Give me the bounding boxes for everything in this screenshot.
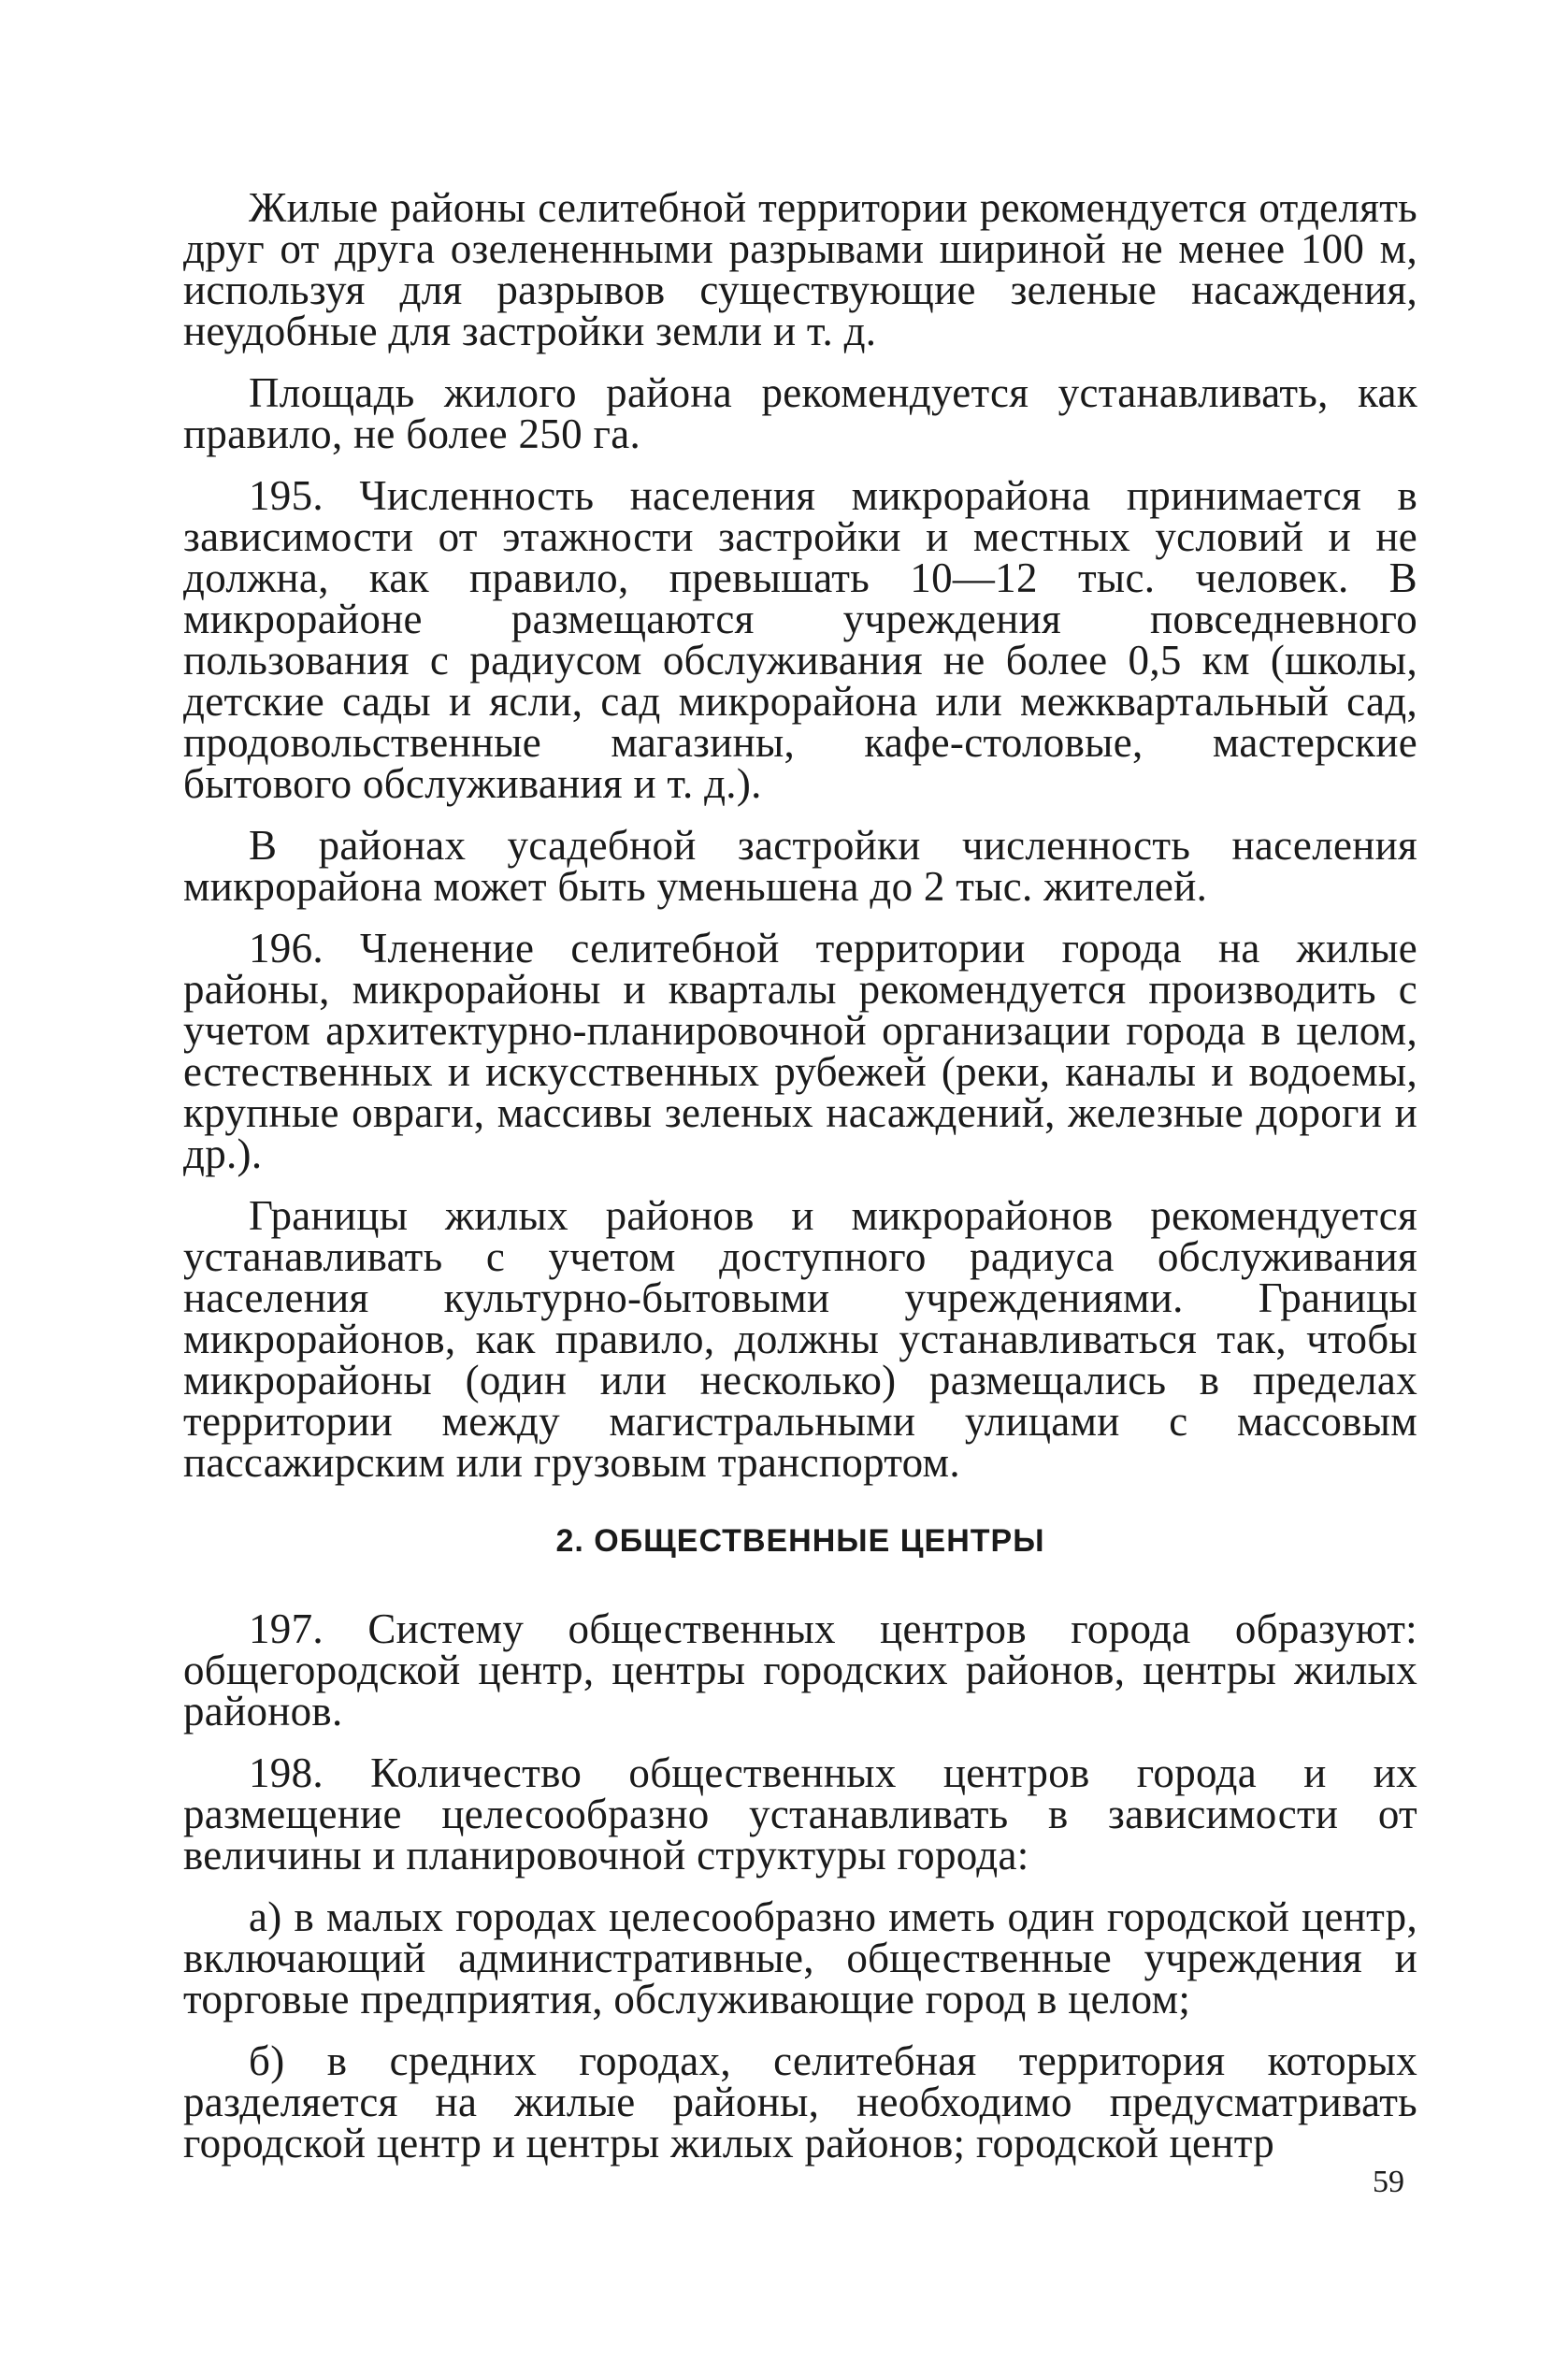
list-item-a: а) в малых городах целесообразно иметь один городской центр, включающий административные, общественные учреждения и торговые предприятия, обслуживающие город в целом; bbox=[183, 1893, 1417, 2022]
page-body bbox=[183, 184, 1417, 2184]
page-number: 59 bbox=[1373, 2165, 1404, 2199]
paragraph-estate-development: В районах усадебной застройки численность населения микрорайона может быть уменьшена до 2 тыс. жителей. bbox=[183, 822, 1417, 910]
paragraph-195: 195. Численность населения микрорайона принимается в зависимости от этажности застройки и местных условий и не должна, как правило, превышать 10—12 тыс. человек. В микрорайоне размещаются учреждения повседневного пользования с радиусом обслуживания не более 0,5 км (школы, детские сады и ясли, сад микрорайона или межквартальный сад, продовольственные магазины, кафе-столовые, мастерские бытового обслуживания и т. д.). bbox=[183, 472, 1417, 807]
paragraph-residential-gaps: Жилые районы селитебной территории рекомендуется отделять друг от друга озелененными разрывами шириной не менее 100 м, используя для разрывов существующие зеленые насаждения, неудобные для застройки земли и т. д. bbox=[183, 184, 1417, 354]
list-item-b: б) в средних городах, селитебная территория которых разделяется на жилые районы, необходимо предусматривать городской центр и центры жилых районов; городской центр bbox=[183, 2037, 1417, 2166]
section-heading: 2. ОБЩЕСТВЕННЫЕ ЦЕНТРЫ bbox=[555, 1523, 1045, 1559]
paragraph-boundaries: Границы жилых районов и микрорайонов рекомендуется устанавливать с учетом доступного радиуса обслуживания населения культурно-бытовыми учреждениями. Границы микрорайонов, как правило, должны устанавливаться так, чтобы микрорайоны (один или несколько) размещались в пределах территории между магистральными улицами с массовым пассажирским или грузовым транспортом. bbox=[183, 1192, 1417, 1486]
paragraph-196: 196. Членение селитебной территории города на жилые районы, микрорайоны и кварталы рекомендуется производить с учетом архитектурно-планировочной организации города в целом, естественных и искусственных рубежей (реки, каналы и водоемы, крупные овраги, массивы зеленых насаждений, железные дороги и др.). bbox=[183, 925, 1417, 1177]
paragraph-197: 197. Систему общественных центров города образуют: общегородской центр, центры городских районов, центры жилых районов. bbox=[183, 1605, 1417, 1734]
paragraph-district-area: Площадь жилого района рекомендуется устанавливать, как правило, не более 250 га. bbox=[183, 369, 1417, 457]
paragraph-198: 198. Количество общественных центров города и их размещение целесообразно устанавливать в зависимости от величины и планировочной структуры города: bbox=[183, 1749, 1417, 1878]
